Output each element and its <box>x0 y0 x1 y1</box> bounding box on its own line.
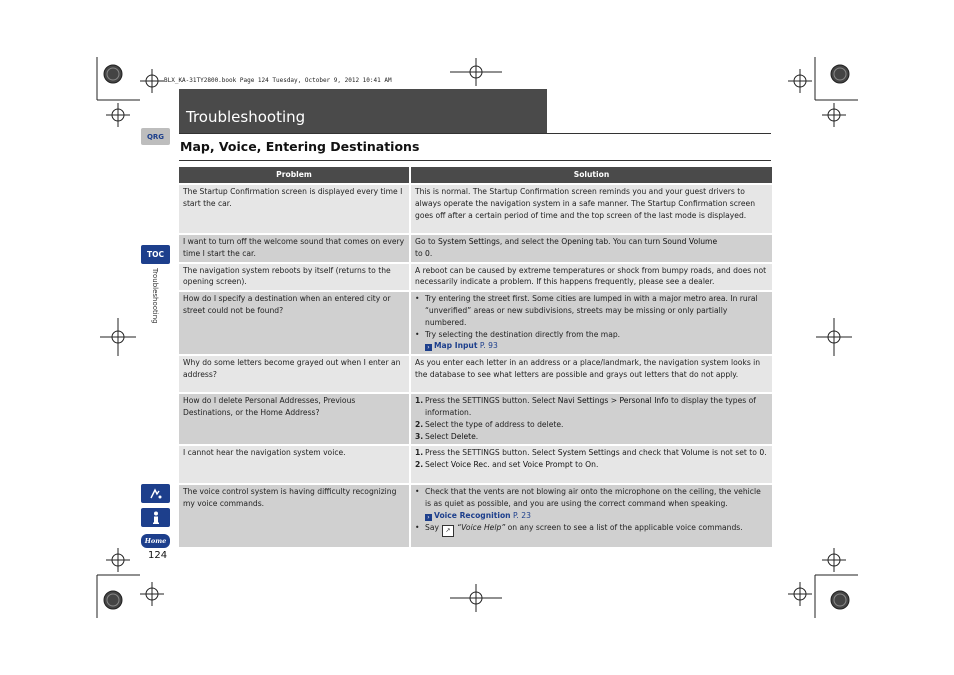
list-item: 1. Press the SETTINGS button. Select Navi Settings > Personal Info to display the types of information. <box>415 396 756 417</box>
home-tab[interactable]: Home <box>141 534 170 548</box>
menu-term: Sound Volume <box>662 237 718 246</box>
print-header: BLX_KA-31TY2800.book Page 124 Tuesday, October 9, 2012 10:41 AM <box>164 77 392 84</box>
reference-arrow-icon: › <box>425 344 432 351</box>
solution-cell: This is normal. The Startup Confirmation screen reminds you and your guest drivers to always operate the navigation system in a safe manner. The Startup Confirmation screen goes off after a certain period of time and the top screen of the last mode is displayed. <box>410 184 772 234</box>
title-rule <box>179 133 771 134</box>
section-title: Map, Voice, Entering Destinations <box>180 139 420 154</box>
column-header-solution: Solution <box>410 167 772 184</box>
table-row <box>179 355 772 393</box>
voice-command-icon <box>149 488 163 500</box>
solution-cell <box>410 234 772 263</box>
chapter-vertical-label: Troubleshooting <box>151 268 159 324</box>
table-row <box>179 263 772 292</box>
table-row <box>179 184 772 234</box>
solution-cell <box>410 445 772 484</box>
troubleshooting-table <box>179 167 772 547</box>
page-number: 124 <box>148 550 168 561</box>
voice-command-tab[interactable] <box>141 484 170 503</box>
menu-term: Opening <box>561 237 594 246</box>
list-item: 2. Select the type of address to delete. <box>415 419 564 429</box>
problem-cell: How do I delete Personal Addresses, Previous Destinations, or the Home Address? <box>179 393 410 445</box>
solution-text: , and select the <box>499 237 562 246</box>
column-header-problem: Problem <box>179 167 410 184</box>
solution-cell <box>410 291 772 355</box>
table-row <box>179 445 772 484</box>
solution-cell: As you enter each letter in an address or a place/landmark, the navigation system looks in the database to see what letters are possible and grays out letters that do not apply. <box>410 355 772 393</box>
table-row <box>179 234 772 263</box>
problem-cell: The voice control system is having difficulty recognizing my voice commands. <box>179 484 410 547</box>
table-row <box>179 393 772 445</box>
table-row <box>179 291 772 355</box>
list-item: 3. Select Delete. <box>415 431 479 441</box>
cross-reference-link[interactable]: › Voice Recognition P. 23 <box>425 510 768 522</box>
problem-cell: How do I specify a destination when an entered city or street could not be found? <box>179 291 410 355</box>
solution-cell <box>410 393 772 445</box>
table-row <box>179 484 772 547</box>
chapter-title: Troubleshooting <box>186 108 306 126</box>
toc-tab[interactable]: TOC <box>141 245 170 264</box>
solution-text: . <box>429 248 433 258</box>
menu-term: 0 <box>425 248 430 258</box>
problem-cell: Why do some letters become grayed out when I enter an address? <box>179 355 410 393</box>
talk-button-icon: ↗ <box>442 525 454 537</box>
problem-cell: The Startup Confirmation screen is displayed every time I start the car. <box>179 184 410 234</box>
table-header-row <box>179 167 772 184</box>
list-item: 1. Press the SETTINGS button. Select System Settings and check that Volume is not set to 0. <box>415 448 767 458</box>
solution-cell: A reboot can be caused by extreme temperatures or shock from bumpy roads, and does not necessarily indicate a problem. If this happens frequently, please see a dealer. <box>410 263 772 292</box>
menu-term: System Settings <box>437 237 500 246</box>
solution-cell <box>410 484 772 547</box>
solution-text: tab. You can turn <box>593 237 663 246</box>
list-item: • Say ↗ “Voice Help” on any screen to see a list of the applicable voice commands. <box>415 522 768 537</box>
problem-cell: The navigation system reboots by itself (returns to the opening screen). <box>179 263 410 292</box>
info-icon <box>151 511 161 525</box>
cross-reference-link[interactable]: › Map Input P. 93 <box>425 340 768 352</box>
problem-cell: I want to turn off the welcome sound that comes on every time I start the car. <box>179 234 410 263</box>
list-item: • Try entering the street first. Some cities are lumped in with a major metro area. In rural “unverified” areas or new subdivisions, streets may be missing or only partially numbered. <box>415 294 758 327</box>
index-tab[interactable] <box>141 508 170 527</box>
problem-cell: I cannot hear the navigation system voice. <box>179 445 410 484</box>
list-item: • Try selecting the destination directly from the map. › Map Input P. 93 <box>415 329 768 353</box>
reference-arrow-icon: › <box>425 514 432 521</box>
list-item: • Check that the vents are not blowing air onto the microphone on the ceiling, the vehicle is as quiet as possible, and you are using the correct command when speaking. › Voice Recognition P. 23 <box>415 486 768 521</box>
solution-text: to <box>415 248 426 258</box>
solution-text: Go to <box>415 237 438 246</box>
section-rule <box>179 160 771 161</box>
chapter-title-bar <box>179 89 547 133</box>
qrg-tab[interactable]: QRG <box>141 128 170 145</box>
list-item: 2. Select Voice Rec. and set Voice Prompt to On. <box>415 460 599 470</box>
